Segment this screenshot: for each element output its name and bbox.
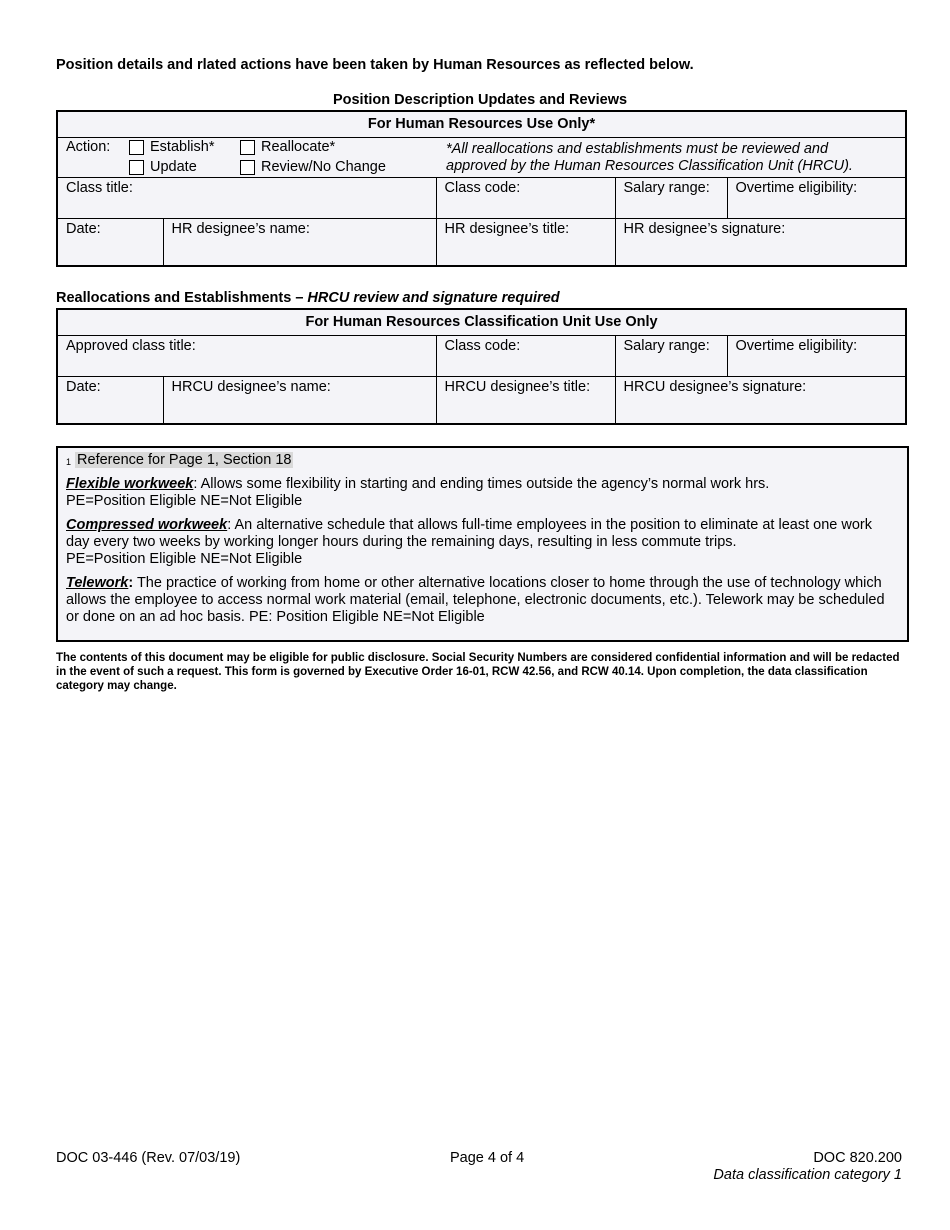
- designee-signature-field[interactable]: HR designee’s signature:: [615, 219, 906, 266]
- form-number: DOC 03-446 (Rev. 07/03/19): [56, 1150, 241, 1166]
- hrcu-date-field[interactable]: Date:: [57, 377, 163, 424]
- designee-title-field[interactable]: HR designee’s title:: [436, 219, 615, 266]
- reallocate-label: Reallocate*: [261, 139, 336, 155]
- disclosure-notice: The contents of this document may be eligible for public disclosure. Social Security Numbers are considered confidential information and will be redacted in the event of such a request. This form is governed by Executive Order 16-01, RCW 42.56, and RCW 40.14. Upon completion, the data classification category may change.: [56, 652, 900, 692]
- establish-label: Establish*: [150, 139, 215, 155]
- telework-term: Telework: [66, 575, 129, 591]
- approved-class-title-field[interactable]: Approved class title:: [57, 336, 436, 377]
- reference-heading: Reference for Page 1, Section 18: [77, 452, 292, 468]
- reference-box: [56, 446, 909, 642]
- overtime-field[interactable]: Overtime eligibility:: [727, 178, 906, 219]
- telework-definition: [66, 575, 899, 626]
- flexible-workweek-definition: [66, 476, 899, 510]
- flexible-text: : Allows some flexibility in starting and ending times outside the agency’s normal work hrs.: [193, 476, 770, 492]
- compressed-eligibility: PE=Position Eligible NE=Not Eligible: [66, 551, 303, 567]
- establish-checkbox[interactable]: [129, 139, 214, 156]
- hrcu-table-header: For Human Resources Classification Unit Use Only: [57, 309, 906, 336]
- designee-name-field[interactable]: HR designee’s name:: [163, 219, 436, 266]
- class-title-field[interactable]: Class title:: [57, 178, 436, 219]
- review-label: Review/No Change: [261, 159, 386, 175]
- hrcu-section-heading: [56, 290, 560, 306]
- flexible-term: Flexible workweek: [66, 476, 194, 492]
- hrcu-use-table: [56, 308, 907, 425]
- hr-section-title: Position Description Updates and Reviews: [332, 92, 628, 108]
- intro-text: Position details and rlated actions have been taken by Human Resources as reflected below.: [56, 57, 694, 73]
- note-line-2: approved by the Human Resources Classification Unit (HRCU).: [446, 158, 853, 174]
- footnote-marker: 1: [66, 457, 72, 467]
- hrcu-designee-name-field[interactable]: HRCU designee’s name:: [163, 377, 436, 424]
- update-checkbox[interactable]: [129, 159, 197, 176]
- hr-table-header: For Human Resources Use Only*: [57, 111, 906, 138]
- flexible-eligibility: PE=Position Eligible NE=Not Eligible: [66, 493, 303, 509]
- review-box[interactable]: [240, 160, 255, 175]
- footer-right: [713, 1150, 902, 1183]
- hrcu-designee-signature-field[interactable]: HRCU designee’s signature:: [615, 377, 906, 424]
- compressed-term: Compressed workweek: [66, 517, 228, 533]
- page-number: Page 4 of 4: [450, 1150, 525, 1166]
- class-code-field[interactable]: Class code:: [436, 178, 615, 219]
- update-box[interactable]: [129, 160, 144, 175]
- compressed-text: : An alternative schedule that allows full-time employees in the position to eliminate at least one work day every two weeks by working longer hours during the remaining days, resulting in less commute trips.: [66, 517, 872, 550]
- data-classification: Data classification category 1: [713, 1167, 902, 1183]
- establish-box[interactable]: [129, 140, 144, 155]
- date-field[interactable]: Date:: [57, 219, 163, 266]
- update-label: Update: [150, 159, 197, 175]
- hrcu-heading-italic: HRCU review and signature required: [307, 290, 560, 306]
- policy-number: DOC 820.200: [813, 1150, 902, 1166]
- hr-use-table: [56, 110, 907, 267]
- compressed-workweek-definition: [66, 517, 899, 568]
- hrcu-class-code-field[interactable]: Class code:: [436, 336, 615, 377]
- hrcu-approval-note: [446, 141, 906, 175]
- reference-heading-line: [66, 452, 899, 469]
- hrcu-overtime-field[interactable]: Overtime eligibility:: [727, 336, 906, 377]
- salary-range-field[interactable]: Salary range:: [615, 178, 727, 219]
- note-line-1: *All reallocations and establishments must be reviewed and: [446, 141, 829, 157]
- hrcu-designee-title-field[interactable]: HRCU designee’s title:: [436, 377, 615, 424]
- reallocate-checkbox[interactable]: [240, 139, 335, 156]
- hrcu-salary-range-field[interactable]: Salary range:: [615, 336, 727, 377]
- action-label: Action:: [66, 139, 111, 155]
- telework-text: The practice of working from home or other alternative locations closer to home through the use of technology which allows the employee to access normal work material (email, telephone, electronic documents, etc.). Telework may be scheduled or done on an ad hoc basis. PE: Position Eligible NE=Not Eligible: [66, 575, 885, 625]
- action-row: [57, 138, 906, 178]
- telework-colon: :: [128, 575, 134, 591]
- review-checkbox[interactable]: [240, 159, 386, 176]
- reallocate-box[interactable]: [240, 140, 255, 155]
- hrcu-heading-bold: Reallocations and Establishments –: [56, 290, 308, 306]
